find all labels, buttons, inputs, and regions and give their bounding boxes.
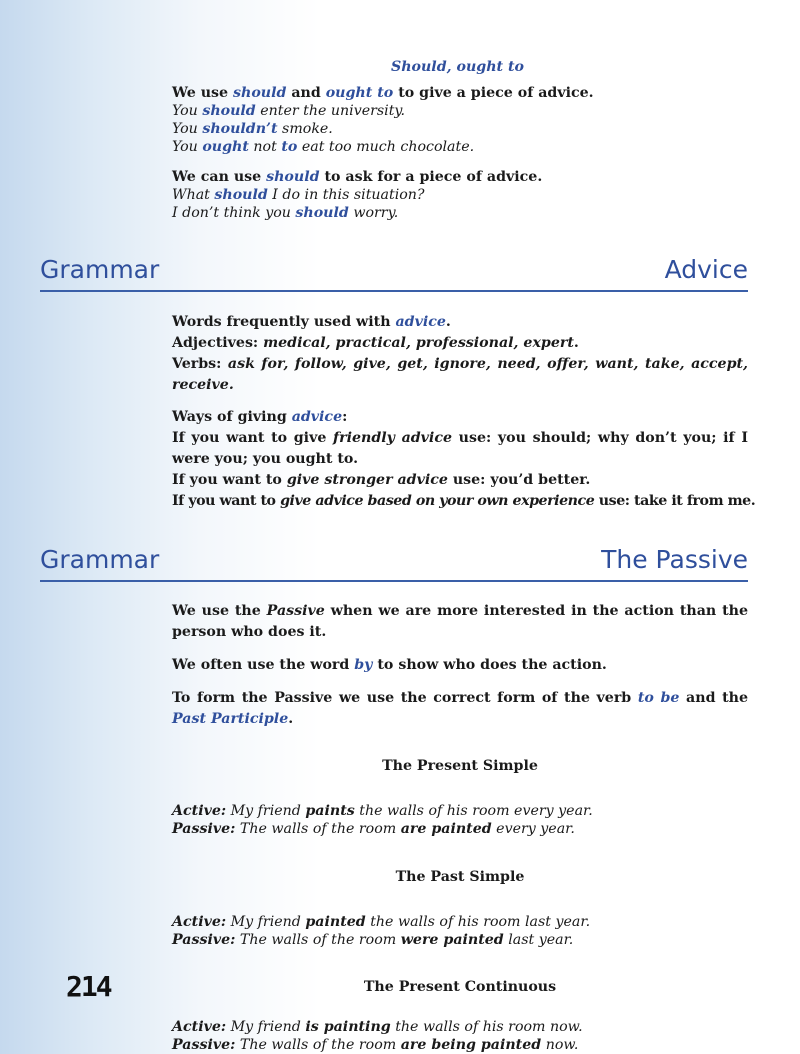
should-rule-2: We can use should to ask for a piece of advice. [172,169,543,185]
advice-section [172,312,756,512]
should-title: Should, ought to [390,59,525,75]
tense-heading-present-simple: The Present Simple [382,758,538,775]
advice-experience: If you want to give advice based on your own experience use: take it from me. [172,493,756,509]
should-rule-1: We use should and ought to to give a piece of advice. [172,85,594,101]
tense-passive-present-continuous: Passive: The walls of the room are being painted now. [172,1037,579,1054]
should-example-3: You ought not to eat too much chocolate. [172,139,475,155]
should-example-5: I don’t think you should worry. [172,205,399,221]
should-section [172,58,748,222]
tense-active-present-continuous: Active: My friend is painting the walls of his room now. [172,1019,583,1036]
advice-verbs: Verbs: ask for, follow, give, get, ignore, need, offer, want, take, accept, receive. [172,356,748,393]
should-example-4: What should I do in this situation? [172,187,425,203]
passive-header-label: Grammar [40,545,160,574]
passive-intro-1: We use the Passive when we are more interested in the action than the person who does it. [172,603,749,640]
tense-heading-present-continuous: The Present Continuous [363,978,557,995]
advice-header-label: Grammar [40,255,160,284]
tense-active-present-simple: Active: My friend paints the walls of his room every year. [172,803,593,820]
page-number: 214 [66,970,111,1003]
advice-ways: Ways of giving advice: [172,409,348,425]
should-example-2: You shouldn’t smoke. [172,121,333,137]
advice-stronger: If you want to give stronger advice use: you’d better. [172,472,591,488]
should-example-1: You should enter the university. [172,103,406,119]
tense-active-past-simple: Active: My friend painted the walls of his room last year. [172,913,591,930]
advice-words: Words frequently used with advice. [172,314,451,330]
tense-heading-past-simple: The Past Simple [395,868,525,885]
passive-section [172,601,748,1054]
passive-intro-2: We often use the word by to show who does the action. [172,657,607,673]
advice-adjectives: Adjectives: medical, practical, professional, expert. [172,335,579,351]
advice-friendly: If you want to give friendly advice use: you should; why don’t you; if I were you; you ought to. [172,430,748,467]
passive-intro-3: To form the Passive we use the correct form of the verb to be and the Past Participle. [172,690,749,727]
tense-passive-past-simple: Passive: The walls of the room were painted last year. [172,931,574,948]
advice-header-title: Advice [664,255,748,284]
passive-header [40,542,748,582]
passive-header-title: The Passive [601,545,748,574]
tense-passive-present-simple: Passive: The walls of the room are painted every year. [172,821,575,838]
advice-header [40,252,748,292]
